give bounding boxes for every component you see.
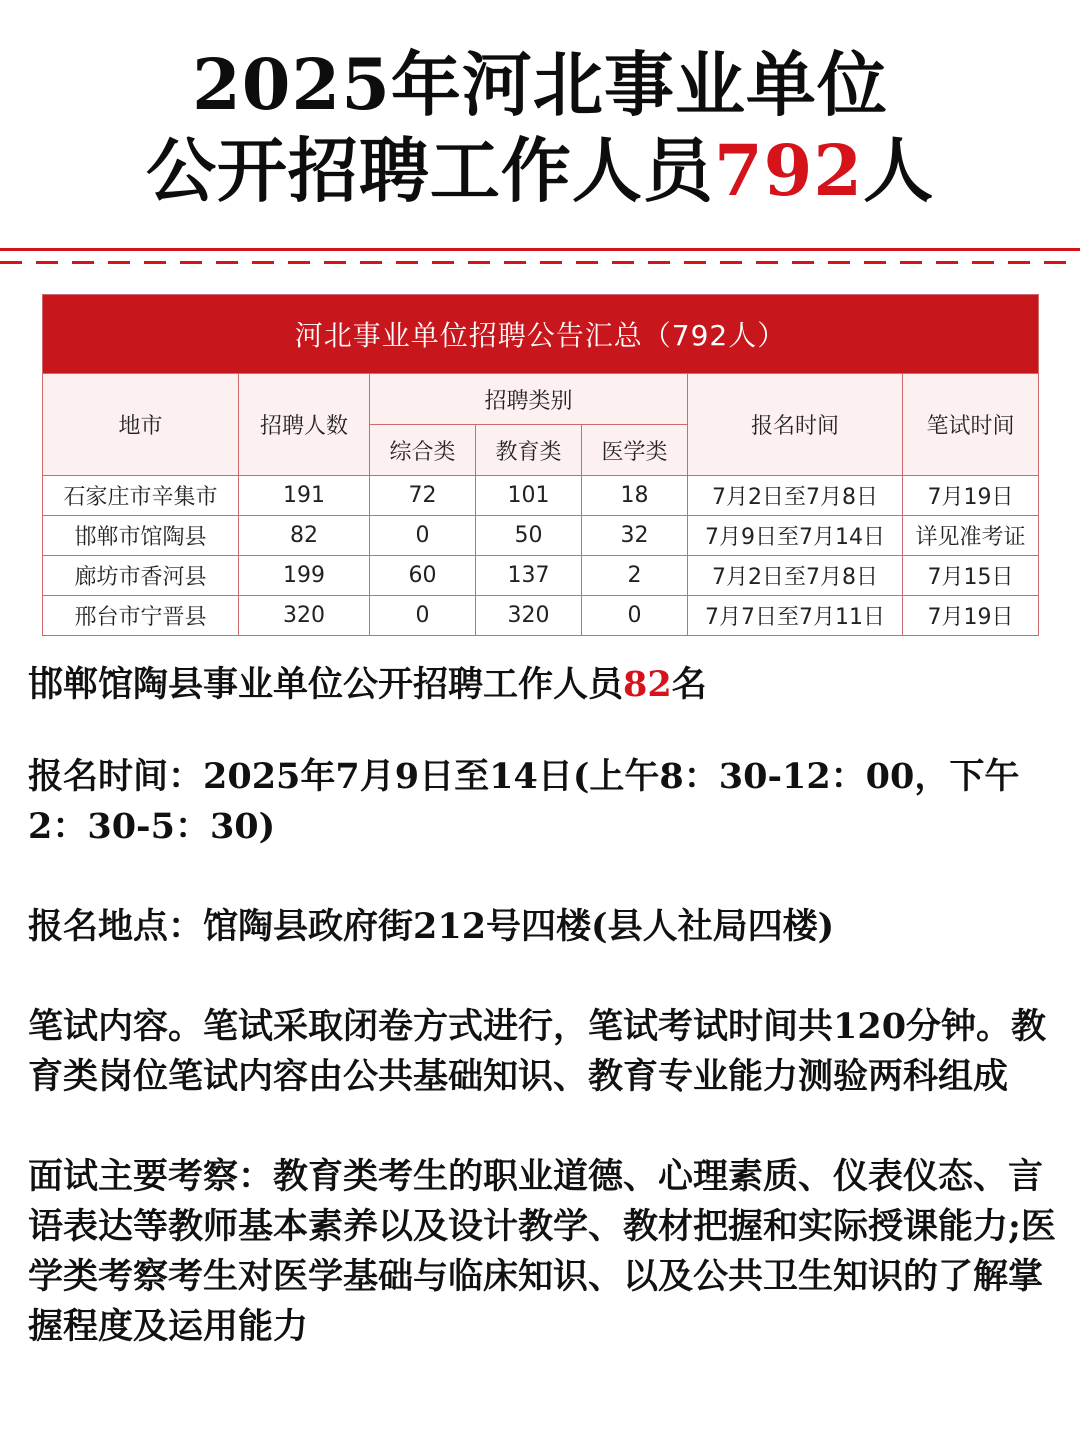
header-signup-time: 报名时间 <box>688 374 903 476</box>
signup-time-paragraph: 报名时间：2025年7月9日至14日(上午8：30-12：00，下午2：30-5：30) <box>28 756 1020 847</box>
cell-exam: 7月19日 <box>903 476 1039 516</box>
cell-education: 320 <box>476 596 582 636</box>
cell-education: 50 <box>476 516 582 556</box>
table-title: 河北事业单位招聘公告汇总（792人） <box>43 295 1039 374</box>
signup-place-paragraph: 报名地点：馆陶县政府街212号四楼(县人社局四楼) <box>28 906 835 947</box>
cell-count: 320 <box>239 596 370 636</box>
recruitment-summary-table <box>42 294 1038 636</box>
header-general: 综合类 <box>370 425 476 476</box>
cell-signup: 7月7日至7月11日 <box>688 596 903 636</box>
cell-general: 0 <box>370 516 476 556</box>
table-row <box>43 516 1039 556</box>
cell-signup: 7月9日至7月14日 <box>688 516 903 556</box>
interview-paragraph: 面试主要考察：教育类考生的职业道德、心理素质、仪表仪态、言语表达等教师基本素养以及设计教学、教材把握和实际授课能力;医学类考察考生对医学基础与临床知识、以及公共卫生知识的了解掌握程度及运用能力 <box>28 1156 1056 1347</box>
headline-prefix: 邯郸馆陶县事业单位公开招聘工作人员 <box>28 664 624 705</box>
headline <box>28 660 1058 710</box>
cell-city: 石家庄市辛集市 <box>43 476 239 516</box>
headline-suffix: 名 <box>671 664 707 705</box>
written-exam-paragraph: 笔试内容。笔试采取闭卷方式进行，笔试考试时间共120分钟。教育类岗位笔试内容由公共基础知识、教育专业能力测验两科组成 <box>28 1006 1047 1097</box>
cell-general: 0 <box>370 596 476 636</box>
table-row <box>43 556 1039 596</box>
header-exam-time: 笔试时间 <box>903 374 1039 476</box>
title-line-2 <box>0 128 1080 214</box>
title-line-2-prefix: 公开招聘工作人员 <box>145 129 714 212</box>
cell-city: 廊坊市香河县 <box>43 556 239 596</box>
title-line-2-suffix: 人 <box>863 129 935 212</box>
cell-education: 101 <box>476 476 582 516</box>
page-title <box>0 0 1080 214</box>
header-education: 教育类 <box>476 425 582 476</box>
cell-count: 199 <box>239 556 370 596</box>
cell-general: 72 <box>370 476 476 516</box>
cell-education: 137 <box>476 556 582 596</box>
cell-exam: 7月15日 <box>903 556 1039 596</box>
header-category: 招聘类别 <box>370 374 688 425</box>
title-line-1: 2025年河北事业单位 <box>192 43 888 126</box>
cell-medical: 32 <box>582 516 688 556</box>
cell-signup: 7月2日至7月8日 <box>688 556 903 596</box>
cell-medical: 2 <box>582 556 688 596</box>
cell-medical: 18 <box>582 476 688 516</box>
cell-count: 191 <box>239 476 370 516</box>
title-total-number: 792 <box>713 129 864 212</box>
divider-solid <box>0 248 1080 251</box>
header-medical: 医学类 <box>582 425 688 476</box>
cell-medical: 0 <box>582 596 688 636</box>
article-body <box>28 660 1058 1402</box>
cell-city: 邢台市宁晋县 <box>43 596 239 636</box>
cell-exam: 详见准考证 <box>903 516 1039 556</box>
divider-dashed <box>0 261 1080 264</box>
cell-city: 邯郸市馆陶县 <box>43 516 239 556</box>
headline-number: 82 <box>623 664 672 705</box>
header-city: 地市 <box>43 374 239 476</box>
cell-exam: 7月19日 <box>903 596 1039 636</box>
cell-signup: 7月2日至7月8日 <box>688 476 903 516</box>
header-count: 招聘人数 <box>239 374 370 476</box>
table-row <box>43 476 1039 516</box>
cell-count: 82 <box>239 516 370 556</box>
table-row <box>43 596 1039 636</box>
cell-general: 60 <box>370 556 476 596</box>
